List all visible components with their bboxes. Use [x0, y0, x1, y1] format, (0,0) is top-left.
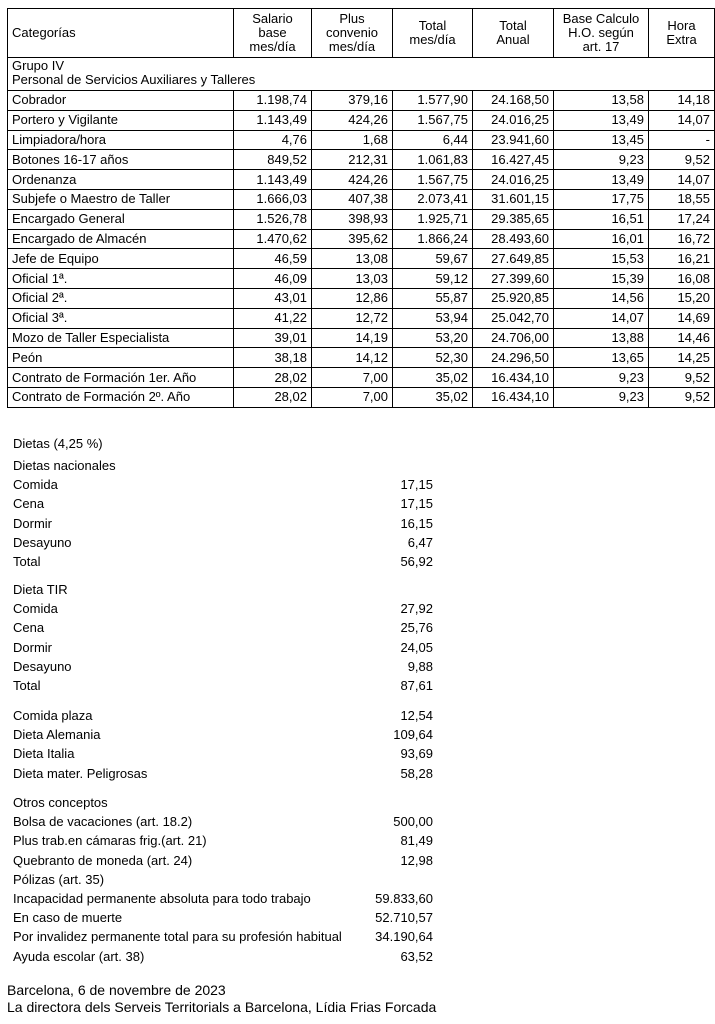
header-hora-extra [649, 9, 715, 58]
list-item [13, 831, 453, 850]
header-label: mes/día [328, 39, 376, 54]
cell-salario-base: 1.526,78 [234, 209, 312, 229]
item-label: Comida plaza [13, 708, 93, 723]
item-value: 81,49 [400, 833, 433, 849]
cell-total-anual: 25.042,70 [473, 308, 554, 328]
cell-base-calculo: 9,23 [554, 387, 649, 407]
cell-hora-extra: 16,72 [649, 229, 715, 249]
header-label: Total [499, 18, 527, 33]
header-label: base [258, 25, 287, 40]
item-value: 27,92 [400, 601, 433, 617]
header-total-anual [473, 9, 554, 58]
table-row [8, 368, 715, 388]
cell-total-anual: 25.920,85 [473, 288, 554, 308]
item-value: 9,88 [407, 658, 433, 674]
item-value: 24,05 [400, 639, 433, 655]
cell-plus-convenio: 398,93 [312, 209, 393, 229]
cell-hora-extra: 14,18 [649, 91, 715, 111]
cell-salario-base: 46,59 [234, 249, 312, 269]
cell-plus-convenio: 212,31 [312, 150, 393, 170]
cell-base-calculo: 13,58 [554, 91, 649, 111]
item-value: 500,00 [393, 814, 433, 830]
cell-salario-base: 41,22 [234, 308, 312, 328]
list-item [13, 947, 453, 966]
cell-base-calculo: 15,53 [554, 249, 649, 269]
cell-hora-extra: 9,52 [649, 368, 715, 388]
dieta-tir-list [13, 580, 453, 695]
header-plus-convenio [312, 9, 393, 58]
cell-salario-base: 1.198,74 [234, 91, 312, 111]
cell-categoria: Encargado General [8, 209, 234, 229]
cell-total-anual: 27.399,60 [473, 269, 554, 289]
table-header-row [8, 9, 715, 58]
cell-categoria: Subjefe o Maestro de Taller [8, 189, 234, 209]
header-label: mes/día [249, 39, 296, 54]
item-value: 16,15 [400, 515, 433, 531]
table-row [8, 209, 715, 229]
cell-salario-base: 28,02 [234, 368, 312, 388]
cell-plus-convenio: 13,08 [312, 249, 393, 269]
cell-plus-convenio: 14,12 [312, 348, 393, 368]
item-label: Por invalidez permanente total para su profesión habitual [13, 929, 342, 945]
cell-total-anual: 16.434,10 [473, 368, 554, 388]
item-label: Comida [13, 601, 58, 617]
cell-total-anual: 16.434,10 [473, 387, 554, 407]
item-value: 25,76 [400, 620, 433, 636]
cell-hora-extra: 17,24 [649, 209, 715, 229]
list-item [13, 599, 453, 618]
item-value: 93,69 [400, 746, 433, 762]
table-row [8, 249, 715, 269]
cell-total-anual: 23.941,60 [473, 130, 554, 150]
header-label: Total [418, 18, 447, 33]
header-label: Salario [252, 11, 293, 26]
cell-hora-extra: - [649, 130, 715, 150]
cell-base-calculo: 16,51 [554, 209, 649, 229]
cell-categoria: Oficial 2ª. [8, 288, 234, 308]
cell-base-calculo: 14,56 [554, 288, 649, 308]
header-label: Plus [339, 11, 365, 26]
cell-total-mes: 35,02 [393, 387, 473, 407]
cell-categoria: Oficial 3ª. [8, 308, 234, 328]
cell-categoria: Mozo de Taller Especialista [8, 328, 234, 348]
cell-hora-extra: 15,20 [649, 288, 715, 308]
header-label: H.O. según [568, 25, 634, 40]
header-total-mes [393, 9, 473, 58]
cell-salario-base: 38,18 [234, 348, 312, 368]
item-value: 59.833,60 [375, 890, 433, 906]
cell-categoria: Oficial 1ª. [8, 269, 234, 289]
cell-hora-extra: 14,46 [649, 328, 715, 348]
cell-total-mes: 55,87 [393, 288, 473, 308]
cell-categoria: Encargado de Almacén [8, 229, 234, 249]
cell-hora-extra: 9,52 [649, 150, 715, 170]
cell-base-calculo: 9,23 [554, 368, 649, 388]
document-footer [7, 982, 436, 1016]
item-value: 34.190,64 [375, 929, 433, 945]
footer-signature: La directora dels Serveis Territorials a Barcelona, Lídia Frias Forcada [7, 999, 437, 1015]
item-label: Dormir [13, 515, 52, 531]
item-label: Cena [13, 496, 45, 512]
table-row [8, 150, 715, 170]
item-label: Cena [13, 620, 45, 636]
cell-salario-base: 849,52 [234, 150, 312, 170]
table-row [8, 387, 715, 407]
header-label: mes/día [409, 32, 456, 47]
list-item [13, 494, 453, 513]
item-label: Bolsa de vacaciones (art. 18.2) [13, 814, 193, 830]
cell-hora-extra: 18,55 [649, 189, 715, 209]
salary-table [7, 8, 715, 408]
group-cell [8, 58, 715, 91]
cell-base-calculo: 13,65 [554, 348, 649, 368]
list-item [13, 514, 453, 533]
table-row [8, 328, 715, 348]
cell-total-anual: 31.601,15 [473, 189, 554, 209]
cell-plus-convenio: 7,00 [312, 368, 393, 388]
cell-salario-base: 1.666,03 [234, 189, 312, 209]
cell-total-anual: 24.016,25 [473, 110, 554, 130]
item-label: Desayuno [13, 534, 72, 550]
cell-plus-convenio: 424,26 [312, 110, 393, 130]
cell-base-calculo: 13,88 [554, 328, 649, 348]
cell-base-calculo: 9,23 [554, 150, 649, 170]
header-salario-base [234, 9, 312, 58]
cell-total-anual: 29.385,65 [473, 209, 554, 229]
cell-plus-convenio: 12,72 [312, 308, 393, 328]
cell-base-calculo: 17,75 [554, 189, 649, 209]
list-item [13, 908, 453, 927]
cell-categoria: Contrato de Formación 1er. Año [8, 368, 234, 388]
cell-total-mes: 52,30 [393, 348, 473, 368]
table-row [8, 110, 715, 130]
cell-hora-extra: 14,07 [649, 170, 715, 190]
item-value: 6,47 [407, 534, 433, 550]
cell-total-mes: 59,67 [393, 249, 473, 269]
item-value: 17,15 [400, 477, 433, 493]
header-label: art. 17 [582, 39, 620, 54]
dieta-tir-heading: Dieta TIR [13, 582, 68, 597]
cell-total-mes: 53,94 [393, 308, 473, 328]
item-label: En caso de muerte [13, 910, 123, 926]
item-label: Dieta Alemania [13, 727, 101, 743]
cell-base-calculo: 15,39 [554, 269, 649, 289]
cell-total-mes: 1.061,83 [393, 150, 473, 170]
table-row [8, 269, 715, 289]
cell-categoria: Cobrador [8, 91, 234, 111]
cell-base-calculo: 16,01 [554, 229, 649, 249]
item-value: 56,92 [400, 553, 433, 569]
list-item [13, 552, 453, 571]
item-label: Dieta mater. Peligrosas [13, 765, 148, 781]
group-row [8, 58, 715, 91]
cell-hora-extra: 14,07 [649, 110, 715, 130]
item-label: Total [13, 677, 41, 693]
cell-categoria: Botones 16-17 años [8, 150, 234, 170]
item-label: Total [13, 553, 41, 569]
item-label: Plus trab.en cámaras frig.(art. 21) [13, 833, 207, 849]
item-value: 63,52 [400, 948, 433, 964]
cell-hora-extra: 16,08 [649, 269, 715, 289]
cell-hora-extra: 14,25 [649, 348, 715, 368]
cell-categoria: Jefe de Equipo [8, 249, 234, 269]
list-item [13, 744, 453, 763]
list-item [13, 851, 453, 870]
table-row [8, 189, 715, 209]
list-item [13, 764, 453, 783]
cell-total-mes: 2.073,41 [393, 189, 473, 209]
cell-total-mes: 6,44 [393, 130, 473, 150]
dietas-nacionales-list [13, 456, 453, 571]
table-row [8, 170, 715, 190]
otros-conceptos-list [13, 793, 453, 966]
group-title: Grupo IV [12, 58, 65, 73]
cell-base-calculo: 14,07 [554, 308, 649, 328]
item-label: Dieta Italia [13, 746, 75, 762]
table-row [8, 348, 715, 368]
cell-hora-extra: 9,52 [649, 387, 715, 407]
cell-total-mes: 1.577,90 [393, 91, 473, 111]
cell-salario-base: 39,01 [234, 328, 312, 348]
cell-salario-base: 4,76 [234, 130, 312, 150]
cell-total-anual: 24.296,50 [473, 348, 554, 368]
cell-categoria: Ordenanza [8, 170, 234, 190]
cell-total-anual: 24.016,25 [473, 170, 554, 190]
cell-plus-convenio: 14,19 [312, 328, 393, 348]
cell-total-mes: 1.567,75 [393, 170, 473, 190]
cell-salario-base: 28,02 [234, 387, 312, 407]
otros-conceptos-heading: Otros conceptos [13, 795, 108, 810]
cell-salario-base: 1.143,49 [234, 170, 312, 190]
list-item [13, 706, 453, 725]
header-label: Hora [667, 18, 696, 33]
cell-categoria: Peón [8, 348, 234, 368]
cell-total-anual: 24.168,50 [473, 91, 554, 111]
cell-total-mes: 1.925,71 [393, 209, 473, 229]
group-subtitle: Personal de Servicios Auxiliares y Talleres [12, 72, 256, 87]
list-item [13, 889, 453, 908]
cell-total-anual: 24.706,00 [473, 328, 554, 348]
dietas-title: Dietas (4,25 %) [13, 436, 103, 451]
table-row [8, 308, 715, 328]
cell-hora-extra: 16,21 [649, 249, 715, 269]
item-value: 52.710,57 [375, 910, 433, 926]
item-value: 12,98 [400, 852, 433, 868]
item-label: Comida [13, 477, 58, 493]
cell-total-mes: 59,12 [393, 269, 473, 289]
header-label: Categorías [12, 25, 76, 40]
item-label: Dormir [13, 639, 52, 655]
cell-plus-convenio: 407,38 [312, 189, 393, 209]
item-label: Quebranto de moneda (art. 24) [13, 852, 193, 868]
cell-total-mes: 35,02 [393, 368, 473, 388]
table-row [8, 288, 715, 308]
dietas-nacionales-heading: Dietas nacionales [13, 458, 116, 473]
item-label: Desayuno [13, 658, 72, 674]
table-row [8, 91, 715, 111]
cell-plus-convenio: 7,00 [312, 387, 393, 407]
list-item [13, 533, 453, 552]
item-label: Incapacidad permanente absoluta para todo trabajo [13, 890, 311, 906]
item-value: 58,28 [400, 765, 433, 781]
list-item [13, 725, 453, 744]
item-value: 17,15 [400, 496, 433, 512]
cell-plus-convenio: 13,03 [312, 269, 393, 289]
item-label: Ayuda escolar (art. 38) [13, 948, 145, 964]
cell-salario-base: 43,01 [234, 288, 312, 308]
cell-total-anual: 28.493,60 [473, 229, 554, 249]
cell-plus-convenio: 12,86 [312, 288, 393, 308]
list-item [13, 638, 453, 657]
cell-base-calculo: 13,49 [554, 110, 649, 130]
header-categorias [8, 9, 234, 58]
cell-salario-base: 1.470,62 [234, 229, 312, 249]
item-value: 109,64 [393, 727, 433, 743]
cell-plus-convenio: 1,68 [312, 130, 393, 150]
item-value: 87,61 [400, 677, 433, 693]
cell-plus-convenio: 424,26 [312, 170, 393, 190]
cell-categoria: Limpiadora/hora [8, 130, 234, 150]
header-label: convenio [325, 25, 379, 40]
header-label: Extra [666, 32, 697, 47]
list-item [13, 618, 453, 637]
header-base-calculo [554, 9, 649, 58]
table-row [8, 130, 715, 150]
cell-total-mes: 1.866,24 [393, 229, 473, 249]
cell-plus-convenio: 395,62 [312, 229, 393, 249]
item-value: 12,54 [400, 708, 433, 723]
cell-categoria: Contrato de Formación 2º. Año [8, 387, 234, 407]
cell-plus-convenio: 379,16 [312, 91, 393, 111]
cell-total-mes: 53,20 [393, 328, 473, 348]
cell-hora-extra: 14,69 [649, 308, 715, 328]
cell-salario-base: 46,09 [234, 269, 312, 289]
item-label: Pólizas (art. 35) [13, 871, 105, 887]
dietas-extra-list [13, 706, 453, 783]
list-item [13, 676, 453, 695]
cell-total-anual: 16.427,45 [473, 150, 554, 170]
footer-date: Barcelona, 6 de novembre de 2023 [7, 982, 226, 998]
cell-total-mes: 1.567,75 [393, 110, 473, 130]
table-row [8, 229, 715, 249]
cell-base-calculo: 13,45 [554, 130, 649, 150]
list-item [13, 812, 453, 831]
cell-categoria: Portero y Vigilante [8, 110, 234, 130]
header-label: Base Calculo [562, 11, 640, 26]
list-item [13, 870, 453, 889]
list-item [13, 475, 453, 494]
cell-base-calculo: 13,49 [554, 170, 649, 190]
list-item [13, 927, 453, 946]
cell-salario-base: 1.143,49 [234, 110, 312, 130]
list-item [13, 657, 453, 676]
header-label: Anual [496, 32, 530, 47]
cell-total-anual: 27.649,85 [473, 249, 554, 269]
